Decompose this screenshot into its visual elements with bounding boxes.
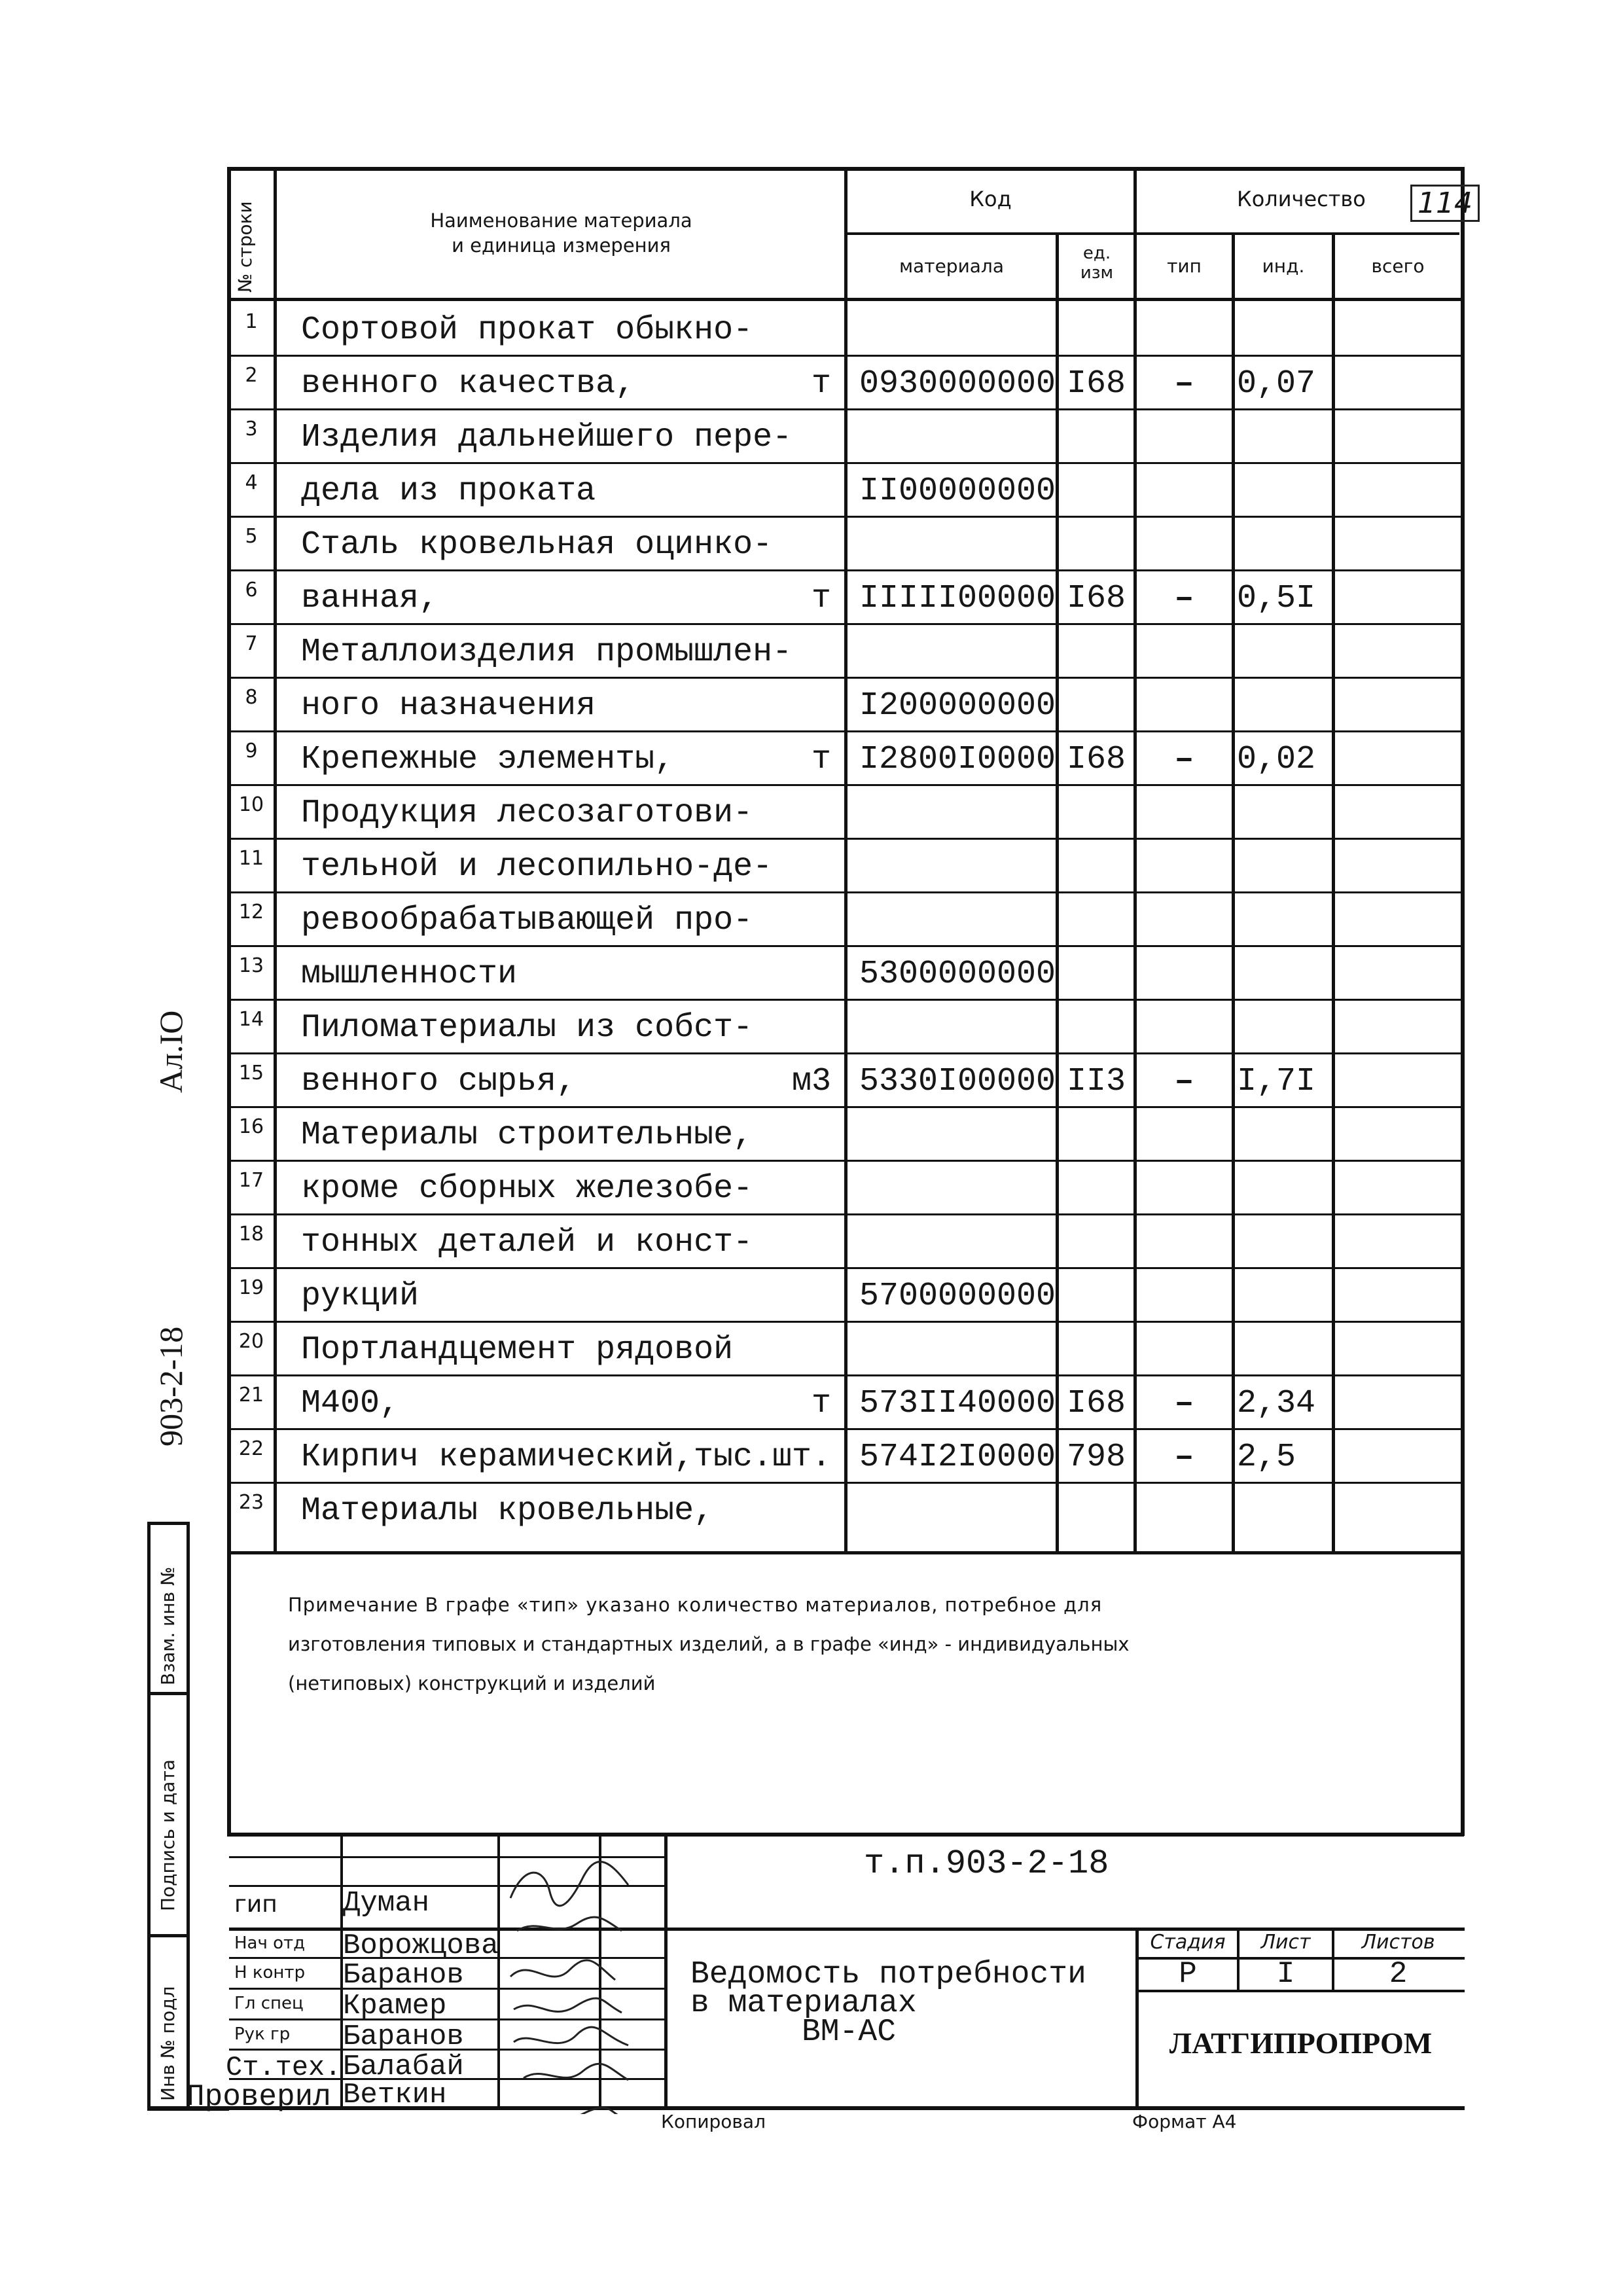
format-label: Формат А4 [1132,2111,1237,2132]
material-name: венного сырья, [301,1063,577,1100]
header-quantity: Количество [1237,187,1366,211]
staff-role: Проверил [187,2080,331,2114]
row-number: 19 [238,1276,264,1299]
row-number: 15 [238,1062,264,1085]
row-divider [227,1052,1464,1054]
qty-ind: 2,34 [1237,1385,1316,1422]
header-code-unit: ед. изм [1080,243,1114,283]
row-divider [227,1374,1464,1376]
material-code: II00000000 [859,473,1056,510]
unit-code: II3 [1066,1063,1126,1100]
qty-type: – [1174,580,1194,617]
row-number: 10 [238,793,264,816]
material-code: 574I2I0000 [859,1439,1056,1476]
row-number: 4 [245,471,258,494]
material-code: I200000000 [859,687,1056,725]
row-number: 8 [245,686,258,709]
qty-ind: 0,5I [1237,580,1316,617]
page-number: 114 [1410,185,1480,222]
material-name: Кирпич керамический, [301,1439,694,1476]
material-name: Изделия дальнейшего пере- [301,419,793,456]
header-code-material: материала [899,255,1004,277]
material-name: Сортовой прокат обыкно- [301,312,753,349]
row-number: 22 [238,1437,264,1460]
staff-name: Веткин [343,2079,447,2111]
sheets-value: 2 [1389,1957,1408,1991]
material-code: 5700000000 [859,1278,1056,1315]
row-number: 13 [238,954,264,977]
row-number: 12 [238,901,264,924]
side-inv: Инв № подл [157,1986,179,2101]
unit-of-measure: тыс.шт. [694,1439,832,1476]
row-divider [227,355,1464,357]
note-line-1: Примечание В графе «тип» указано количество материалов, потребное для [288,1594,1103,1616]
material-name: Портландцемент рядовой [301,1331,734,1369]
side-podpis: Подпись и дата [157,1759,179,1911]
unit-code: I68 [1066,365,1126,403]
row-number: 11 [238,847,264,870]
row-divider [227,408,1464,410]
row-divider [227,1160,1464,1162]
material-name: тельной и лесопильно-де- [301,848,773,886]
row-divider [227,784,1464,786]
qty-type: – [1174,741,1194,778]
header-code: Код [969,187,1012,211]
qty-ind: 2,5 [1237,1439,1296,1476]
material-name: венного качества, [301,365,635,403]
material-name: кроме сборных железобе- [301,1170,753,1208]
row-number: 20 [238,1330,264,1353]
row-divider [227,1482,1464,1484]
material-name: мышленности [301,956,518,993]
side-doc-code: 903-2-18 [152,1326,189,1446]
staff-role: гип [234,1891,277,1918]
material-name: дела из проката [301,473,596,510]
row-divider [227,1321,1464,1323]
staff-name: Думан [343,1887,430,1920]
material-code: 573II40000 [859,1385,1056,1422]
material-name: тонных деталей и конст- [301,1224,753,1261]
material-code: I2800I0000 [859,741,1056,778]
material-name: Материалы строительные, [301,1117,753,1154]
unit-of-measure: т [811,1385,831,1422]
material-code: 0930000000 [859,365,1056,403]
row-divider [227,569,1464,571]
material-name: ревообрабатывающей про- [301,902,753,939]
copied-label: Копировал [661,2111,766,2132]
row-divider [227,1428,1464,1430]
row-divider [227,623,1464,625]
row-divider [227,1213,1464,1215]
row-number: 5 [245,525,258,548]
row-divider [227,891,1464,893]
qty-ind: 0,07 [1237,365,1316,403]
row-number: 14 [238,1008,264,1031]
staff-name: Балабай [343,2051,464,2083]
unit-of-measure: т [811,741,831,778]
unit-of-measure: т [811,365,831,403]
row-number: 17 [238,1169,264,1192]
unit-of-measure: м3 [791,1063,831,1100]
row-number: 21 [238,1384,264,1407]
note-line-2: изготовления типовых и стандартных изделий, а в графе «инд» - индивидуальных [288,1633,1130,1655]
material-name: Сталь кровельная оцинко- [301,526,773,564]
qty-ind: I,7I [1237,1063,1316,1100]
unit-of-measure: т [811,580,831,617]
note-line-3: (нетиповых) конструкций и изделий [288,1672,656,1695]
row-divider [227,462,1464,464]
staff-role: Ст.тех. [226,2052,342,2083]
row-divider [227,999,1464,1001]
staff-role: Н контр [234,1963,306,1982]
qty-ind: 0,02 [1237,741,1316,778]
qty-type: – [1174,365,1194,403]
title-doc-number: т.п.903-2-18 [864,1844,1109,1883]
material-name: Материалы кровельные, [301,1492,714,1530]
row-number: 16 [238,1115,264,1138]
qty-type: – [1174,1385,1194,1422]
unit-code: I68 [1066,741,1126,778]
organization-name: ЛАТГИПРОПРОМ [1169,2026,1433,2060]
row-number: 2 [245,364,258,387]
row-divider [227,1106,1464,1108]
note [288,1585,1130,1703]
sheets-label: Листов [1361,1931,1435,1954]
row-divider [227,838,1464,840]
row-divider [227,677,1464,679]
row-number: 1 [245,310,258,333]
material-name: М400, [301,1385,400,1422]
row-divider [227,1267,1464,1269]
header-qty-ind: инд. [1262,255,1305,277]
title-text: Ведомость потребности в материалах ВМ-АС [690,1957,1086,2050]
material-code: IIIII00000 [859,580,1056,617]
row-number: 6 [245,579,258,601]
sheet-label: Лист [1260,1931,1311,1954]
staff-name: Баранов [343,2020,464,2053]
material-name: ванная, [301,580,439,617]
qty-type: – [1174,1063,1194,1100]
staff-role: Рук гр [234,2024,291,2044]
material-name: Продукция лесозаготови- [301,795,753,832]
signatures [497,1839,668,2114]
header-row-number: № строки [234,201,256,293]
staff-name: Баранов [343,1959,464,1992]
header-qty-type: тип [1167,255,1202,277]
sheet-value: I [1276,1957,1295,1991]
material-name: ного назначения [301,687,596,725]
stage-label: Стадия [1150,1931,1226,1954]
unit-code: I68 [1066,580,1126,617]
material-code: 5330I00000 [859,1063,1056,1100]
row-number: 9 [245,740,258,762]
row-number: 3 [245,418,258,440]
material-code: 5300000000 [859,956,1056,993]
side-album: Ал.IO [152,1010,189,1093]
row-number: 7 [245,632,258,655]
row-divider [227,945,1464,947]
side-vzam: Взам. инв № [157,1566,179,1685]
staff-role: Нач отд [234,1933,306,1953]
row-number: 23 [238,1491,264,1514]
qty-type: – [1174,1439,1194,1476]
row-number: 18 [238,1223,264,1246]
stage-value: Р [1179,1957,1197,1991]
unit-code: I68 [1066,1385,1126,1422]
unit-code: 798 [1066,1439,1126,1476]
header-name: Наименование материала и единица измерения [430,209,692,257]
header-qty-total: всего [1371,255,1425,277]
material-name: Пиломатериалы из собст- [301,1009,753,1047]
row-divider [227,730,1464,732]
material-name: Металлоизделия промышлен- [301,634,793,671]
row-divider [227,516,1464,518]
material-name: рукций [301,1278,419,1315]
material-name: Крепежные элементы, [301,741,675,778]
staff-name: Ворожцова [343,1929,499,1962]
staff-role: Гл спец [234,1994,304,2013]
staff-name: Крамер [343,1990,447,2022]
